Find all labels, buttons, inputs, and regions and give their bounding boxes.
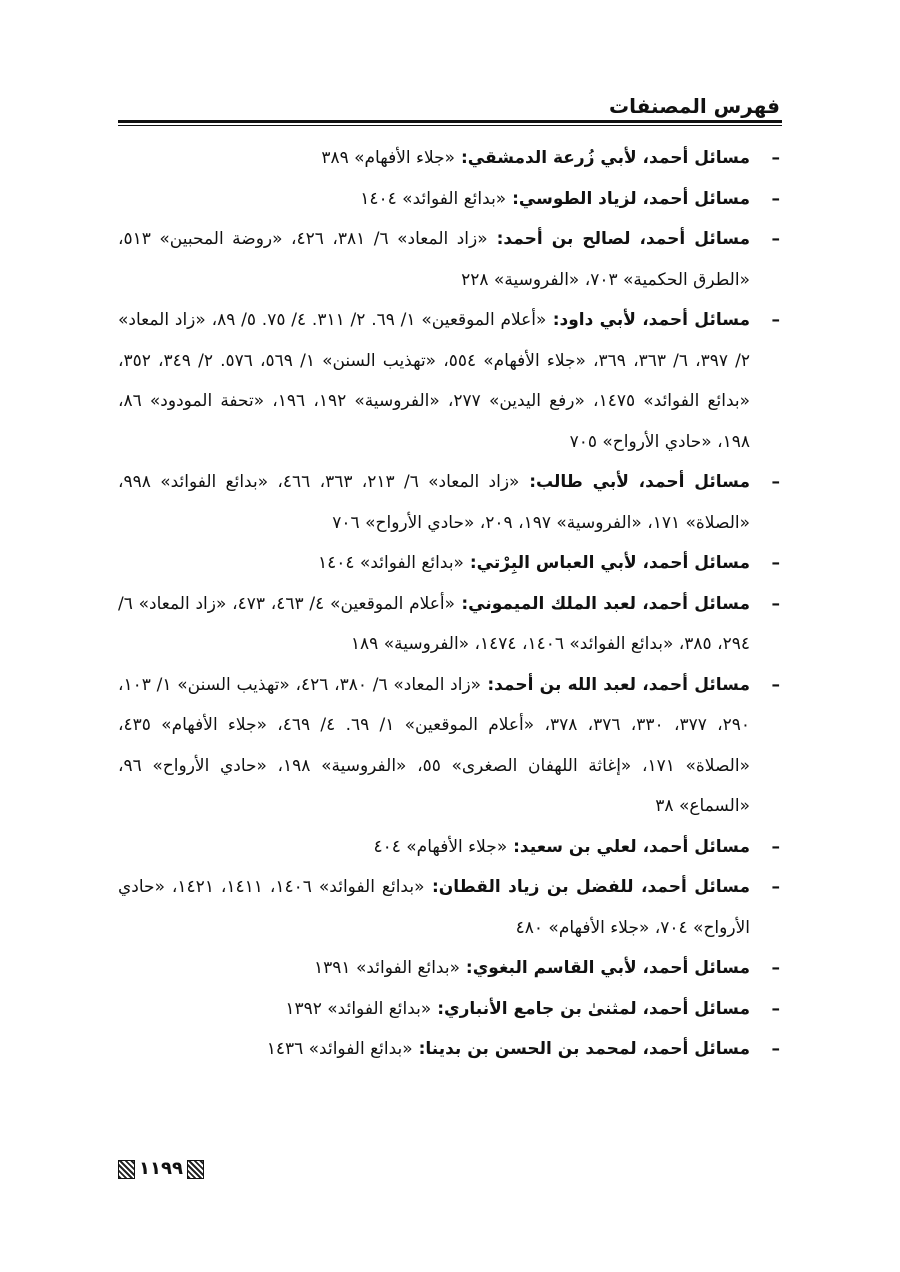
- index-entry: [118, 462, 782, 543]
- entry-title: مسائل أحمد، لأبي زُرعة الدمشقي:: [455, 148, 750, 168]
- entry-title: مسائل أحمد، لعلي بن سعيد:: [507, 836, 750, 857]
- entry-dash: –: [771, 877, 780, 897]
- entry-title: مسائل أحمد، لزياد الطوسي:: [506, 188, 750, 209]
- entry-title: مسائل أحمد، لعبد الملك الميموني:: [455, 593, 751, 614]
- entry-references: «جلاء الأفهام» ٤٠٤: [373, 836, 508, 857]
- entry-dash: –: [771, 593, 780, 614]
- entry-dash: –: [771, 674, 780, 695]
- entry-references: «أعلام الموقعين» ٤/ ٤٦٣، ٤٧٣، «زاد المعاد» ٦/ ٢٩٤، ٣٨٥، «بدائع الفوائد» ١٤٠٦، ١٤٧٤، «الفروسية» ١٨٩: [118, 593, 750, 654]
- entry-title: مسائل أحمد، لأبي داود:: [546, 310, 751, 330]
- entry-dash: –: [771, 553, 780, 573]
- entry-title: مسائل أحمد، لأبي العباس البِرْتي:: [463, 553, 750, 573]
- entry-references: «أعلام الموقعين» ١/ ٦٩. ٢/ ٣١١. ٤/ ٧٥. ٥/ ٨٩، «زاد المعاد» ٢/ ٣٩٧، ٦/ ٣٦٣، ٣٦٩، «جلاء الأفهام» ٥٥٤، «تهذيب السنن» ١/ ٥٦٩، ٥٧٦. ٢/ ٣٤٩، ٣٥٢، «بدائع الفوائد» ١٤٧٥، «رفع اليدين» ٢٧٧، «الفروسية» ١٩٢، ١٩٦، «تحفة المودود» ٨٦، ١٩٨، «حادي الأرواح» ٧٠٥: [118, 310, 751, 452]
- index-entry: [118, 543, 782, 584]
- page-number: ١١٩٩: [139, 1158, 183, 1179]
- entry-references: «بدائع الفوائد» ١٣٩١: [314, 958, 460, 978]
- index-entry: [118, 948, 782, 989]
- entry-title: مسائل أحمد، للفضل بن زياد القطان:: [424, 877, 751, 897]
- index-page: [118, 82, 782, 1202]
- index-entry: [118, 867, 782, 948]
- page-number-block: [118, 1156, 204, 1182]
- index-entry: [118, 827, 782, 868]
- entry-dash: –: [771, 188, 780, 209]
- index-entry: [118, 1029, 782, 1070]
- index-entry: [118, 989, 782, 1030]
- ornament-right-icon: [187, 1160, 204, 1179]
- index-entry: [118, 219, 782, 300]
- index-entry: [118, 584, 782, 665]
- entry-dash: –: [771, 1039, 780, 1059]
- entry-references: «جلاء الأفهام» ٣٨٩: [321, 148, 456, 168]
- entry-references: «بدائع الفوائد» ١٤٣٦: [266, 1039, 413, 1059]
- header-rule-thin: [118, 125, 782, 126]
- entry-dash: –: [771, 229, 780, 249]
- entry-dash: –: [771, 472, 780, 492]
- entry-title: مسائل أحمد، لعبد الله بن أحمد:: [481, 674, 750, 695]
- entry-title: مسائل أحمد، لصالح بن أحمد:: [487, 229, 751, 249]
- entry-title: مسائل أحمد، لأبي طالب:: [519, 472, 751, 492]
- running-header: [118, 82, 782, 116]
- ornament-left-icon: [118, 1160, 135, 1179]
- entry-references: «زاد المعاد» ٦/ ٣٨١، ٤٢٦، «روضة المحبين» ٥١٣، «الطرق الحكمية» ٧٠٣، «الفروسية» ٢٢٨: [118, 229, 750, 290]
- index-entry: [118, 300, 782, 462]
- entry-dash: –: [771, 310, 780, 330]
- entry-dash: –: [771, 148, 780, 168]
- entry-title: مسائل أحمد، لأبي القاسم البغوي:: [459, 958, 750, 978]
- entry-references: «زاد المعاد» ٦/ ٣٨٠، ٤٢٦، «تهذيب السنن» ١/ ١٠٣، ٢٩٠، ٣٧٧، ٣٣٠، ٣٧٦، ٣٧٨، «أعلام الموقعين» ١/ ٦٩. ٤/ ٤٦٩، «جلاء الأفهام» ٤٣٥، «الصلاة» ١٧١، «إغاثة اللهفان الصغرى» ٥٥، «الفروسية» ١٩٨، «حادي الأرواح» ٩٦، «السماع» ٣٨: [118, 674, 751, 816]
- entry-dash: –: [771, 998, 780, 1019]
- index-entry: [118, 179, 782, 220]
- entry-dash: –: [771, 836, 780, 857]
- entry-title: مسائل أحمد، لمحمد بن الحسن بن بدينا:: [412, 1039, 750, 1059]
- entry-references: «بدائع الفوائد» ١٤٠٦، ١٤١١، ١٤٢١، «حادي الأرواح» ٧٠٤، «جلاء الأفهام» ٤٨٠: [118, 877, 750, 938]
- entry-references: «زاد المعاد» ٦/ ٢١٣، ٣٦٣، ٤٦٦، «بدائع الفوائد» ٩٩٨، «الصلاة» ١٧١، «الفروسية» ١٩٧، ٢٠٩، «حادي الأرواح» ٧٠٦: [118, 472, 750, 533]
- index-entry: [118, 138, 782, 179]
- header-rule-thick: [118, 120, 782, 123]
- index-entries: [118, 138, 782, 1070]
- entry-references: «بدائع الفوائد» ١٤٠٤: [317, 553, 464, 573]
- page-title: فهرس المصنفات: [609, 94, 780, 118]
- entry-title: مسائل أحمد، لمثنىٰ بن جامع الأنباري:: [431, 998, 750, 1019]
- entry-dash: –: [771, 958, 780, 978]
- index-entry: [118, 665, 782, 827]
- entry-references: «بدائع الفوائد» ١٤٠٤: [360, 188, 507, 209]
- entry-references: «بدائع الفوائد» ١٣٩٢: [285, 998, 432, 1019]
